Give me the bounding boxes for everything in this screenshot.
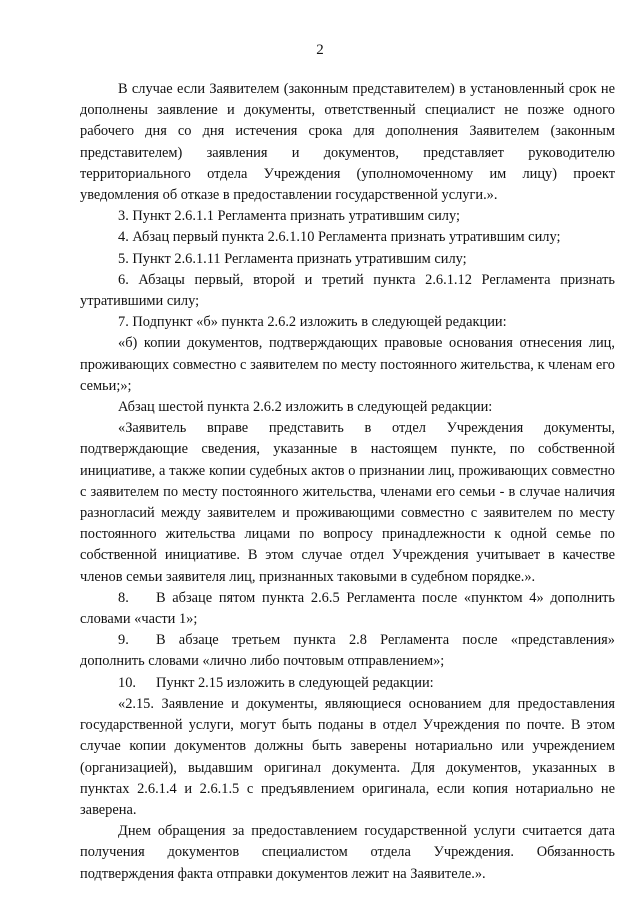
paragraph-item-3: 3. Пункт 2.6.1.1 Регламента признать утратившим силу; [118, 208, 460, 225]
item-text: В абзаце пятом пункта 2.6.5 Регламента после «пунктом 4» дополнить словами «части 1»; [80, 589, 615, 628]
item-text: Пункт 2.15 изложить в следующей редакции: [156, 674, 434, 691]
paragraph-refusal-notice: В случае если Заявителем (законным представителем) в установленный срок не дополнены заявление и документы, ответственный специалист не позже одного рабочего дня со дня истечения срока для дополнения Заявителем (законным представителем) заявления и документов, представляет руководителю территориального отдела Учреждения (уполномоченному им лицу) проект уведомления об отказе в предоставлении государственной услуги.». [80, 81, 615, 204]
paragraph-date-of-request: Днем обращения за предоставлением государственной услуги считается дата получения документов специалистом отдела Учреждения. Обязанность подтверждения факта отправки документов лежит на Заявителе.». [80, 823, 615, 882]
document-body [80, 79, 615, 885]
paragraph-item-5: 5. Пункт 2.6.1.11 Регламента признать утратившим силу; [118, 250, 467, 267]
item-number: 10. [118, 674, 136, 691]
item-text: В абзаце третьем пункта 2.8 Регламента после «представления» дополнить словами «лично либо почтовым отправлением»; [80, 632, 615, 670]
paragraph-item-7: 7. Подпункт «б» пункта 2.6.2 изложить в следующей редакции: [118, 314, 507, 331]
paragraph-item-10 [80, 673, 615, 694]
item-number: 9. [118, 632, 129, 649]
paragraph-applicant-right: «Заявитель вправе представить в отдел Учреждения документы, подтверждающие сведения, указанные в настоящем пункте, по собственной инициативе, а также копии судебных актов о признании лиц, проживающих совместно с заявителем по месту постоянного жительства, членами его семьи - в случае наличия разногласий между заявителем и проживающими совместно с заявителем по месту постоянного жительства лицами по вопросу принадлежности к одной семье по собственной инициативе. В этом случае отдел Учреждения учитывает в качестве членов семьи заявителя лиц, признанных таковыми в судебном порядке.». [80, 420, 615, 585]
paragraph-item-9 [80, 630, 615, 672]
paragraph-sixth-abzac: Абзац шестой пункта 2.6.2 изложить в следующей редакции: [118, 399, 493, 416]
paragraph-item-6: 6. Абзацы первый, второй и третий пункта 2.6.1.12 Регламента признать утратившими силу; [80, 271, 615, 310]
paragraph-subitem-b: «б) копии документов, подтверждающих правовые основания отнесения лиц, проживающих совместно с заявителем по месту постоянного жительства, к членам его семьи;»; [80, 335, 615, 394]
paragraph-item-8 [80, 588, 615, 630]
paragraph-item-4: 4. Абзац первый пункта 2.6.1.10 Регламента признать утратившим силу; [118, 229, 561, 246]
page-number: 2 [316, 42, 324, 58]
paragraph-2-15: «2.15. Заявление и документы, являющиеся основанием для предоставления государственной услуги, могут быть поданы в отдел Учреждения по почте. В этом случае копии документов должны быть заверены нотариально или учреждением (организацией), выдавшим оригинал документа. Для документов, указанных в пунктах 2.6.1.4 и 2.6.1.5 с предъявлением оригинала, если копия нотариально не заверена. [80, 695, 615, 818]
item-number: 8. [118, 589, 129, 606]
